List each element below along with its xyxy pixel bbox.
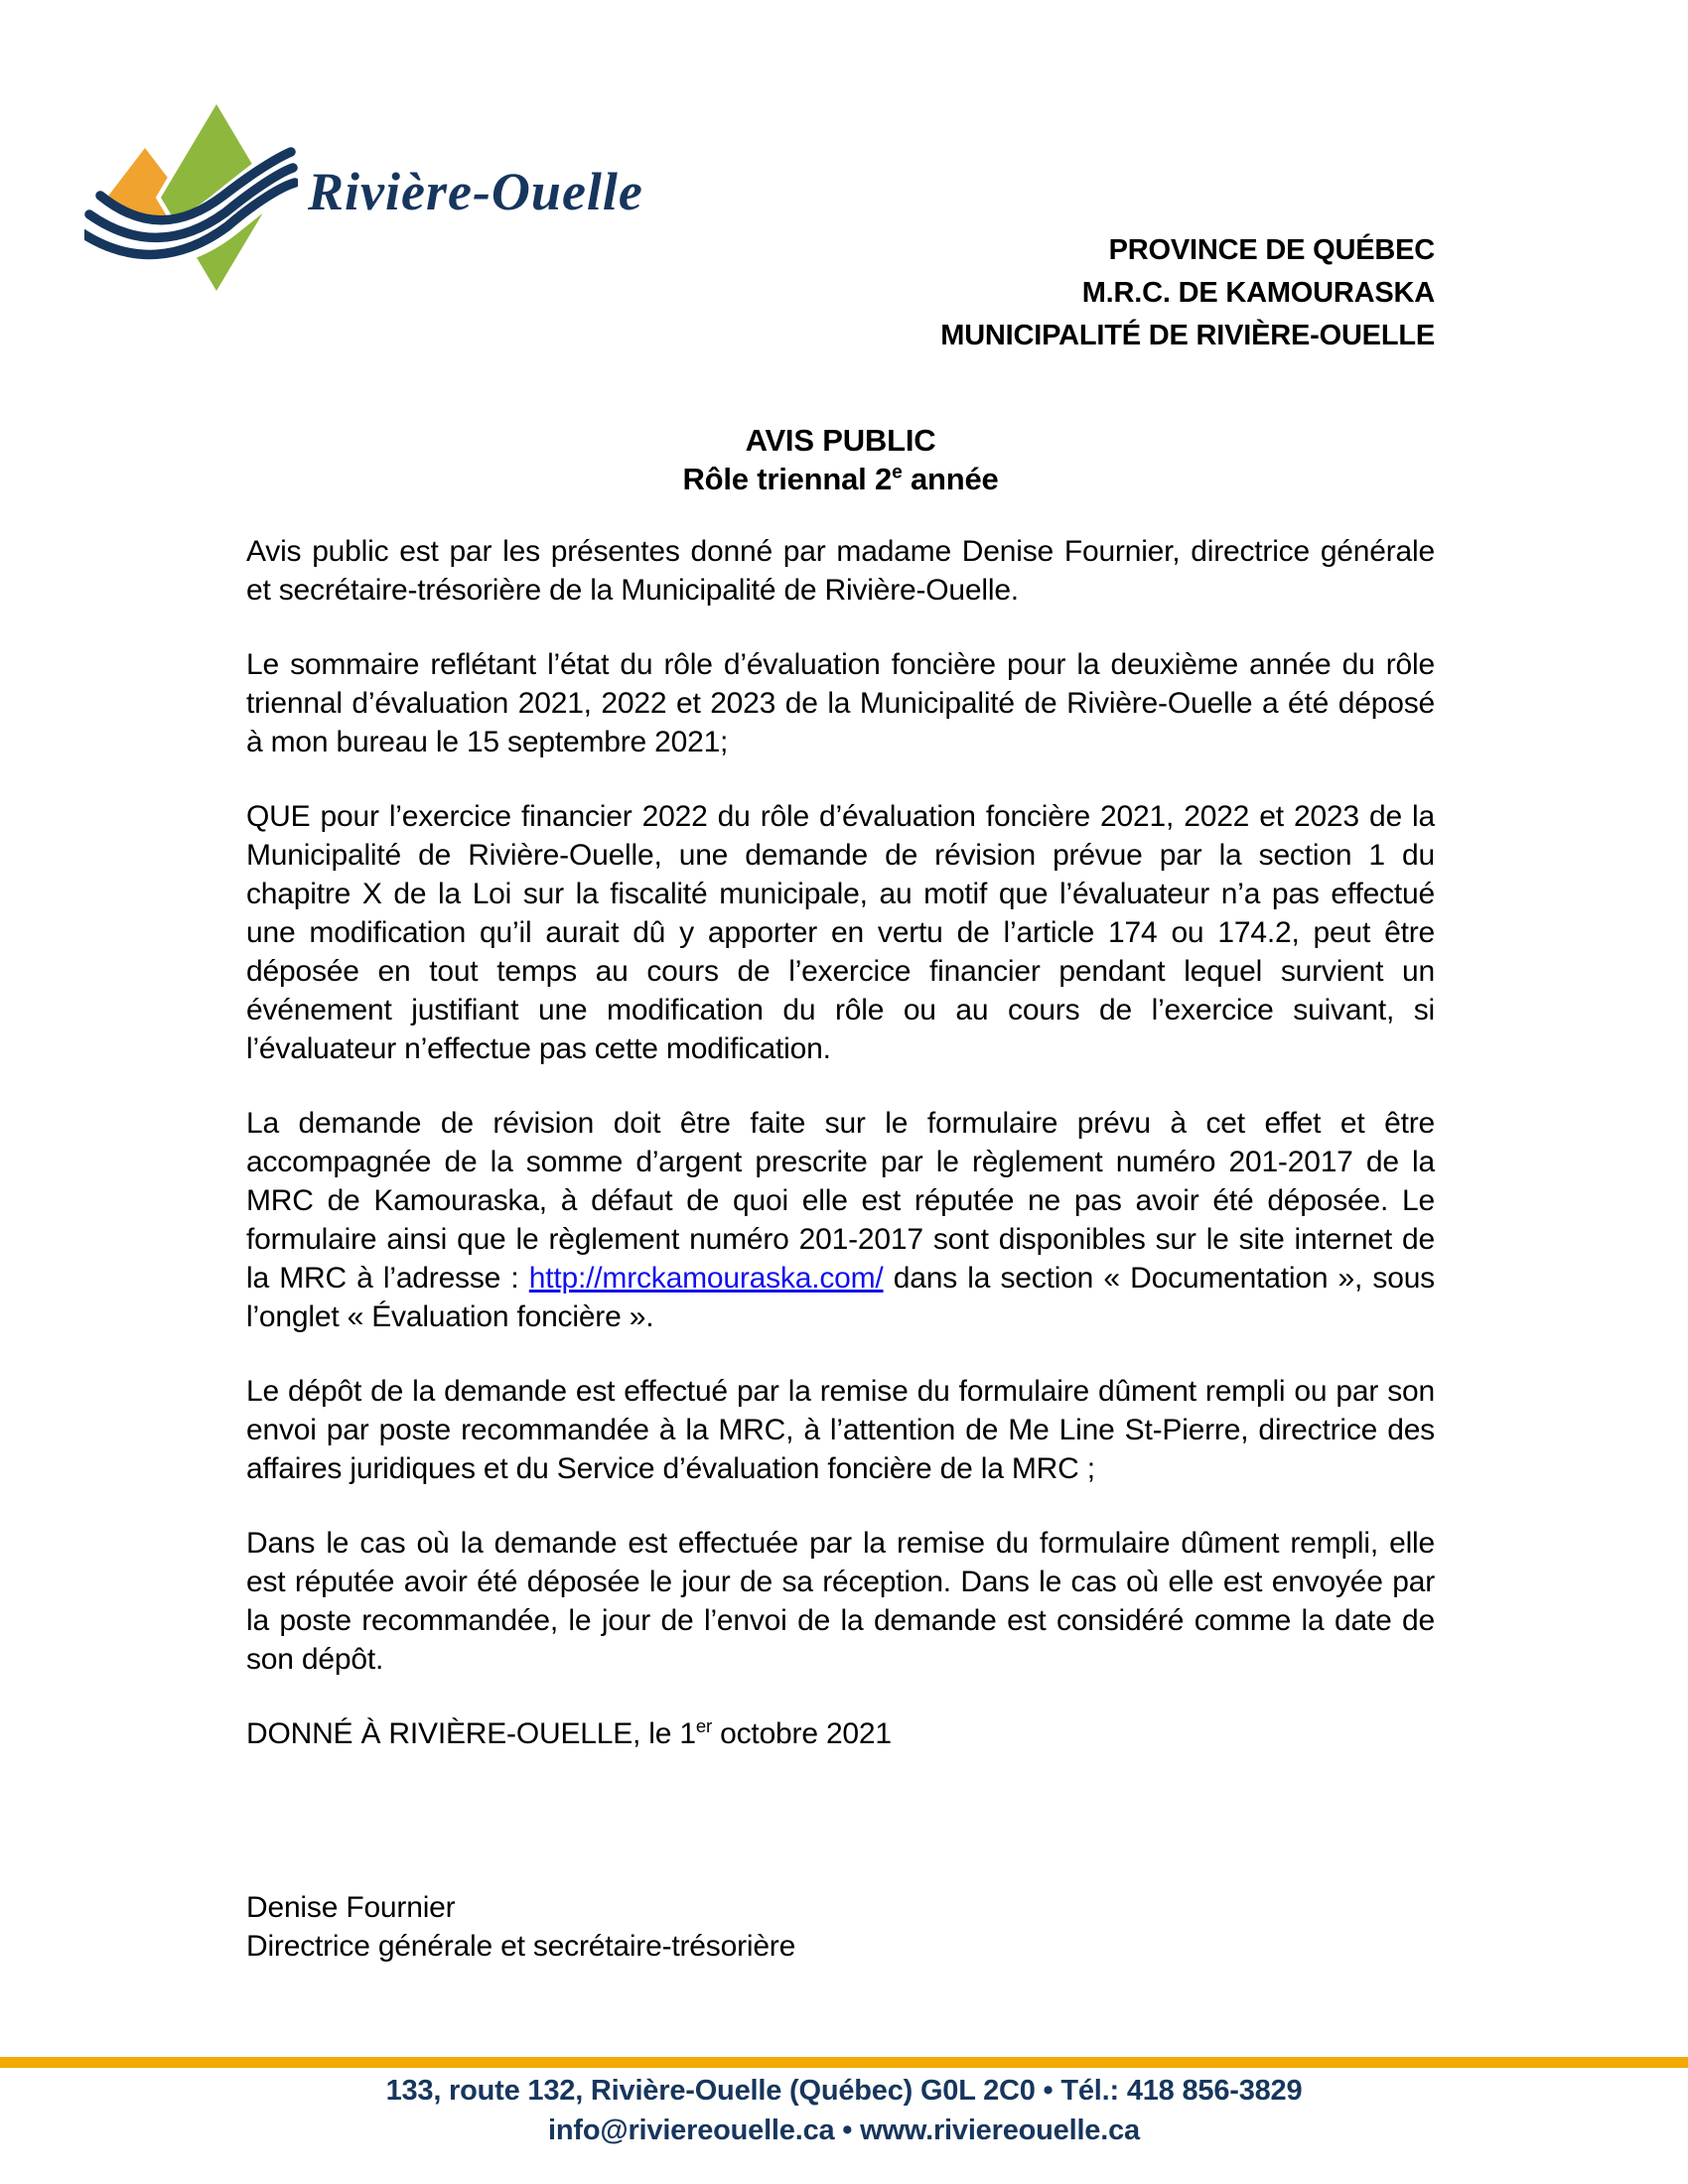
paragraph-deposit-method: Le dépôt de la demande est effectué par la remise du formulaire dûment rempli ou par son envoi par poste recommandée à la MRC, à l’attention de Me Line St-Pierre, directrice des affaires juridiques et du Service d’évaluation foncière de la MRC ;	[246, 1375, 1435, 1485]
footer-email-website: info@riviereouelle.ca • www.riviereouelle.ca	[548, 2115, 1140, 2146]
logo-wordmark: Rivière-Ouelle	[308, 161, 643, 221]
subtitle-text: Rôle triennal 2	[682, 462, 893, 496]
issued-date-line	[246, 1714, 1435, 1753]
paragraph-summary-filed: Le sommaire reflétant l’état du rôle d’évaluation foncière pour la deuxième année du rôle triennal d’évaluation 2021, 2022 et 2023 de la Municipalité de Rivière-Ouelle a été déposé à mon bureau le 15 septembre 2021;	[246, 648, 1435, 758]
paragraph-intro: Avis public est par les présentes donné par madame Denise Fournier, directrice générale et secrétaire-trésorière de la Municipalité de Rivière-Ouelle.	[246, 535, 1435, 607]
notice-title: AVIS PUBLIC	[745, 423, 936, 458]
logo-diamond-waves-icon	[84, 84, 298, 298]
issued-date-text-end: octobre 2021	[712, 1717, 892, 1750]
subtitle-text-end: année	[902, 462, 999, 496]
letterhead-province: PROVINCE DE QUÉBEC	[1108, 234, 1435, 266]
mrc-website-link[interactable]: http://mrckamouraska.com/	[528, 1262, 884, 1295]
paragraph-deposit-date: Dans le cas où la demande est effectuée par la remise du formulaire dûment rempli, elle est réputée avoir été déposée le jour de sa réception. Dans le cas où elle est envoyée par la poste recommandée, le jour de l’envoi de la demande est considéré comme la date de son dépôt.	[246, 1527, 1435, 1676]
notice-body	[246, 421, 1435, 1966]
issued-date-text: DONNÉ À RIVIÈRE-OUELLE, le 1	[246, 1717, 696, 1750]
signature-block	[246, 1888, 1435, 1966]
footer-address-phone: 133, route 132, Rivière-Ouelle (Québec) G0L 2C0 • Tél.: 418 856-3829	[385, 2075, 1303, 2107]
issued-date-superscript: er	[695, 1715, 713, 1736]
footer-contact	[0, 2071, 1688, 2150]
signatory-role: Directrice générale et secrétaire-trésorière	[246, 1930, 796, 1963]
letterhead-municipality: MUNICIPALITÉ DE RIVIÈRE-OUELLE	[940, 320, 1435, 351]
municipality-logo	[84, 84, 643, 298]
form-text-before-link: La demande de révision doit être faite sur le formulaire prévu à cet effet et être accompagnée de la somme d’argent prescrite par le règlement numéro 201-2017 de la MRC de Kamouraska, à défaut de quoi elle est réputée ne pas avoir été déposée. Le formulaire ainsi que le règlement numéro 201-2017 sont disponibles sur le site internet de la MRC à l’adresse :	[246, 1107, 1435, 1295]
footer-accent-bar	[0, 2057, 1688, 2068]
signatory-name: Denise Fournier	[246, 1891, 456, 1924]
letterhead-mrc: M.R.C. DE KAMOURASKA	[1081, 277, 1435, 309]
paragraph-revision-request: QUE pour l’exercice financier 2022 du rôle d’évaluation foncière 2021, 2022 et 2023 de la Municipalité de Rivière-Ouelle, une demande de révision prévue par la section 1 du chapitre X de la Loi sur la fiscalité municipale, au motif que l’évaluateur n’a pas effectué une modification qu’il aurait dû y apporter en vertu de l’article 174 ou 174.2, peut être déposée en tout temps au cours de l’exercice financier pendant lequel survient un événement justifiant une modification du rôle ou au cours de l’exercice suivant, si l’évaluateur n’effectue pas cette modification.	[246, 800, 1435, 1065]
subtitle-superscript: e	[892, 462, 903, 483]
notice-subtitle	[246, 460, 1435, 498]
form-text-after-link: dans la section « Documentation », sous l’onglet « Évaluation foncière ».	[246, 1262, 1435, 1333]
paragraph-form-and-fee	[246, 1104, 1435, 1336]
letterhead-block	[940, 229, 1435, 357]
